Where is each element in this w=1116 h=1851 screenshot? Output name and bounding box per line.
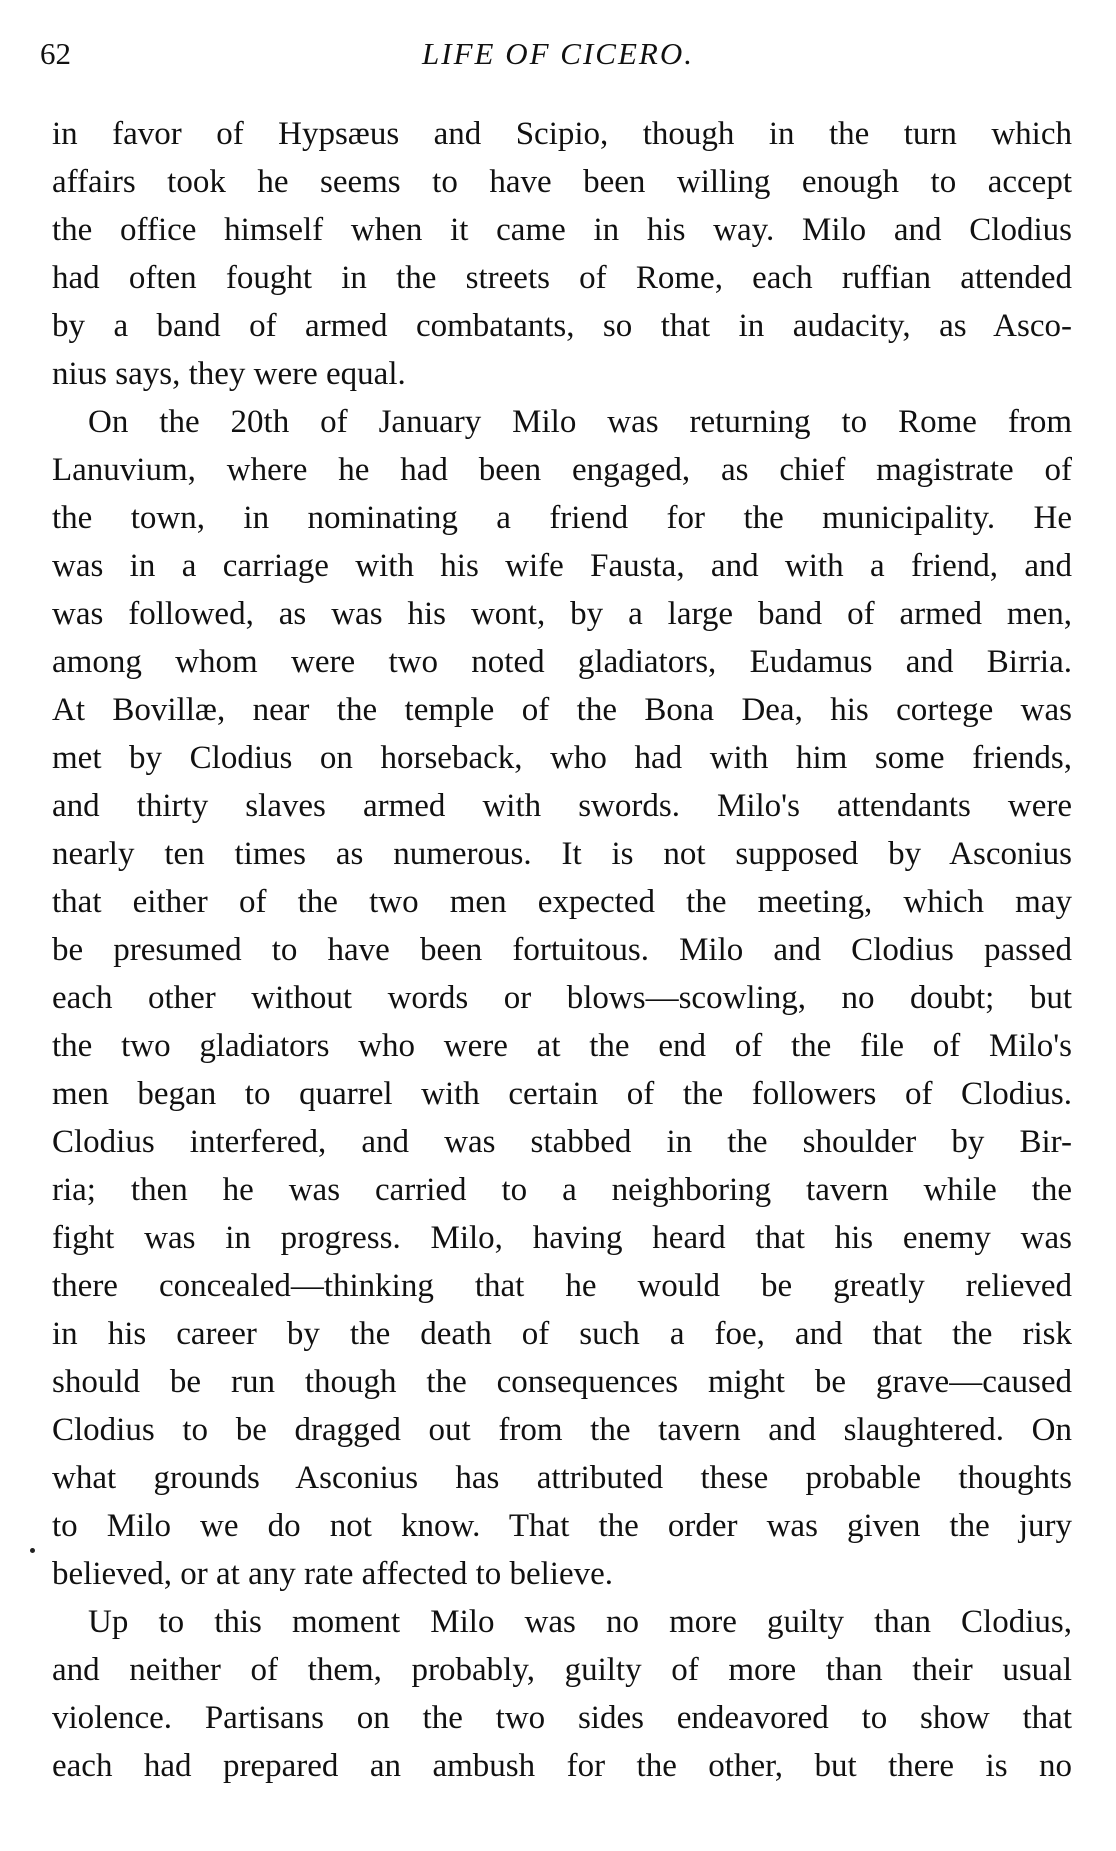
text-line: violence. Partisans on the two sides endeavored to show that: [52, 1700, 1072, 1736]
text-line: met by Clodius on horseback, who had with him some friends,: [52, 740, 1072, 776]
text-line: by a band of armed combatants, so that in audacity, as Asco-: [52, 308, 1072, 344]
text-line: nius says, they were equal.: [52, 356, 406, 392]
text-line: men began to quarrel with certain of the followers of Clodius.: [52, 1076, 1072, 1112]
text-line: the office himself when it came in his way. Milo and Clodius: [52, 212, 1072, 248]
text-line: On the 20th of January Milo was returning to Rome from: [88, 404, 1072, 440]
text-line: nearly ten times as numerous. It is not supposed by Asconius: [52, 836, 1072, 872]
text-line: to Milo we do not know. That the order was given the jury: [52, 1508, 1072, 1544]
text-line: was followed, as was his wont, by a large band of armed men,: [52, 596, 1072, 632]
text-line: ria; then he was carried to a neighboring tavern while the: [52, 1172, 1072, 1208]
text-line: and neither of them, probably, guilty of more than their usual: [52, 1652, 1072, 1688]
running-title: LIFE OF CICERO.: [422, 36, 694, 71]
text-line: Lanuvium, where he had been engaged, as chief magistrate of: [52, 452, 1072, 488]
text-line: had often fought in the streets of Rome, each ruffian attended: [52, 260, 1072, 296]
text-line: the two gladiators who were at the end of the file of Milo's: [52, 1028, 1072, 1064]
text-line: be presumed to have been fortuitous. Milo and Clodius passed: [52, 932, 1072, 968]
text-line: there concealed—thinking that he would be greatly relieved: [52, 1268, 1072, 1304]
text-line: what grounds Asconius has attributed these probable thoughts: [52, 1460, 1072, 1496]
text-line: affairs took he seems to have been willing enough to accept: [52, 164, 1072, 200]
text-line: believed, or at any rate affected to believe.: [52, 1556, 614, 1592]
text-line: in favor of Hypsæus and Scipio, though in the turn which: [52, 116, 1072, 152]
text-line: At Bovillæ, near the temple of the Bona Dea, his cortege was: [52, 692, 1072, 728]
text-line: was in a carriage with his wife Fausta, and with a friend, and: [52, 548, 1072, 584]
text-line: fight was in progress. Milo, having heard that his enemy was: [52, 1220, 1072, 1256]
text-line: Up to this moment Milo was no more guilty than Clodius,: [88, 1604, 1072, 1640]
text-line: that either of the two men expected the meeting, which may: [52, 884, 1072, 920]
page-number: 62: [40, 36, 71, 71]
text-line: should be run though the consequences might be grave—caused: [52, 1364, 1072, 1400]
text-line: each had prepared an ambush for the other, but there is no: [52, 1748, 1072, 1784]
text-line: each other without words or blows—scowling, no doubt; but: [52, 980, 1072, 1016]
text-line: in his career by the death of such a foe, and that the risk: [52, 1316, 1072, 1352]
paragraph-1: [52, 110, 1072, 398]
text-line: among whom were two noted gladiators, Eudamus and Birria.: [52, 644, 1072, 680]
running-head: [40, 36, 1076, 76]
paragraph-2: [52, 398, 1072, 1598]
paragraph-3: [52, 1598, 1072, 1790]
text-line: Clodius to be dragged out from the tavern and slaughtered. On: [52, 1412, 1072, 1448]
text-line: Clodius interfered, and was stabbed in the shoulder by Bir-: [52, 1124, 1072, 1160]
text-line: and thirty slaves armed with swords. Milo's attendants were: [52, 788, 1072, 824]
text-line: the town, in nominating a friend for the municipality. He: [52, 500, 1072, 536]
ink-speck: [30, 1548, 35, 1553]
body-text: [52, 110, 1072, 1790]
